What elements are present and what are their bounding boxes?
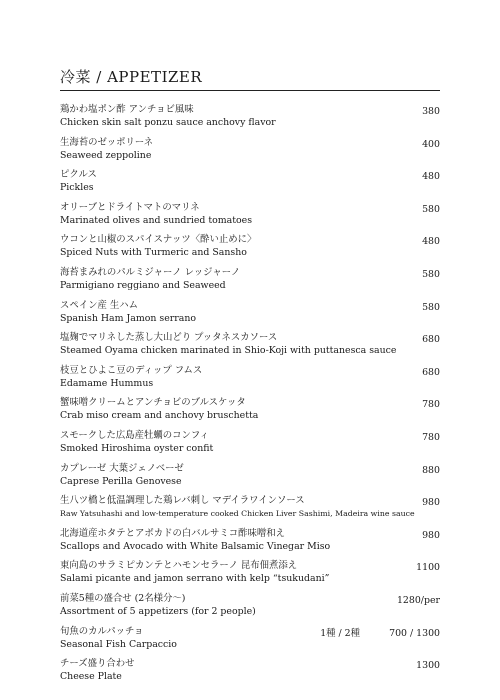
menu-item — [60, 103, 440, 136]
menu-item — [60, 625, 440, 658]
section-title: 冷菜 / APPETIZER — [60, 66, 440, 91]
menu-item-price: 680 — [422, 366, 440, 378]
menu-item-english-name: Seasonal Fish Carpaccio — [60, 638, 177, 650]
menu-item — [60, 494, 440, 527]
menu-item — [60, 559, 440, 592]
menu-item-price: 400 — [422, 138, 440, 150]
menu-item-japanese-name: 蟹味噌クリームとアンチョビのブルスケッタ — [60, 397, 246, 409]
menu-item-price: 580 — [422, 268, 440, 280]
menu-item-english-name: Edamame Hummus — [60, 377, 154, 389]
menu-item — [60, 136, 440, 169]
menu-item-english-name: Raw Yatsuhashi and low-temperature cooked Chicken Liver Sashimi, Madeira wine sauce — [60, 509, 415, 519]
menu-item-japanese-name: 鶏かわ塩ポン酢 アンチョビ風味 — [60, 104, 194, 115]
menu-item-price: 680 — [422, 334, 440, 346]
menu-item — [60, 233, 440, 266]
menu-item-english-name: Salami picante and jamon serrano with kelp “tsukudani” — [60, 573, 330, 585]
menu-item-japanese-name: 北海道産ホタテとアボカドの白バルサミコ酢味噌和え — [60, 527, 286, 539]
menu-item-japanese-name: 生海苔のゼッポリーネ — [60, 136, 154, 148]
menu-item-english-name: Cheese Plate — [60, 671, 122, 683]
menu-item-japanese-name: 海苔まみれのパルミジャーノ レッジャーノ — [60, 266, 241, 278]
menu-item-japanese-name: スペイン産 生ハム — [60, 299, 138, 311]
menu-item-japanese-name: チーズ盛り合わせ — [60, 658, 135, 670]
menu-item-japanese-name: オリーブとドライトマトのマリネ — [60, 201, 200, 213]
menu-item-english-name: Spiced Nuts with Turmeric and Sansho — [60, 247, 247, 259]
menu-item-price: 880 — [422, 464, 440, 476]
menu-item — [60, 201, 440, 234]
menu-item — [60, 396, 440, 429]
menu-item-english-name: Crab miso cream and anchovy bruschetta — [60, 410, 259, 422]
menu-item-price: 480 — [422, 171, 440, 183]
menu-item-price: 380 — [422, 106, 440, 117]
menu-item — [60, 266, 440, 299]
menu-item-english-name: Scallops and Avocado with White Balsamic Vinegar Miso — [60, 540, 331, 552]
menu-item-english-name: Parmigiano reggiano and Seaweed — [60, 279, 226, 291]
menu-item-english-name: Chicken skin salt ponzu sauce anchovy flavor — [60, 117, 276, 128]
menu-item-japanese-name: カプレーゼ 大葉ジェノベーゼ — [60, 462, 184, 474]
menu-item-japanese-name: 塩麹でマリネした蒸し大山どり プッタネスカソース — [60, 332, 278, 344]
menu-item-list — [60, 103, 440, 690]
menu-item-price: 1100 — [416, 562, 440, 574]
menu-item-price: 480 — [422, 236, 440, 248]
menu-item-price: 1280/per — [396, 594, 440, 606]
menu-item-english-name: Steamed Oyama chicken marinated in Shio-Koji with puttanesca sauce — [60, 345, 397, 357]
menu-item-price: 980 — [422, 529, 440, 541]
menu-item-japanese-name: スモークした広島産牡蠣のコンフィ — [60, 429, 209, 441]
menu-page — [60, 66, 440, 690]
menu-item — [60, 364, 440, 397]
menu-item-price: 580 — [422, 203, 440, 215]
menu-item-price: 980 — [422, 497, 440, 509]
menu-item — [60, 527, 440, 560]
menu-item-japanese-name: ピクルス — [60, 169, 97, 181]
menu-item-english-name: Smoked Hiroshima oyster confit — [60, 442, 214, 454]
menu-item-english-name: Spanish Ham Jamon serrano — [60, 312, 197, 324]
menu-item — [60, 657, 440, 690]
menu-item — [60, 299, 440, 332]
menu-item-price: 780 — [422, 431, 440, 443]
menu-item — [60, 429, 440, 462]
menu-item-english-name: Caprese Perilla Genovese — [60, 475, 182, 487]
menu-item-japanese-name: 生八ツ橋と低温調理した鶏レバ刺し マデイラワインソース — [60, 495, 305, 507]
menu-item-english-name: Marinated olives and sundried tomatoes — [60, 214, 253, 226]
menu-item-japanese-name: 前菜5種の盛合せ (2名様分～) — [60, 592, 186, 604]
menu-item-japanese-name: 枝豆とひよこ豆のディップ フムス — [60, 364, 203, 376]
menu-item-price: 1300 — [416, 660, 440, 672]
menu-item-english-name: Seaweed zeppoline — [60, 149, 152, 161]
menu-item-japanese-name: 東向島のサラミピカンテとハモンセラーノ 昆布佃煮添え — [60, 560, 298, 572]
menu-item-price: 700 / 1300 — [389, 627, 440, 639]
menu-item — [60, 462, 440, 495]
menu-item — [60, 331, 440, 364]
menu-item — [60, 168, 440, 201]
menu-item-japanese-name: 旬魚のカルパッチョ — [60, 625, 144, 637]
menu-item-price: 580 — [422, 301, 440, 313]
menu-item-japanese-name: ウコンと山椒のスパイスナッツ〈酔い止めに〉 — [60, 234, 257, 246]
menu-item-english-name: Assortment of 5 appetizers (for 2 people) — [60, 605, 256, 617]
menu-item-portion-options: 1種 / 2種 — [320, 627, 360, 639]
menu-item-english-name: Pickles — [60, 182, 94, 194]
menu-item-price: 780 — [422, 399, 440, 411]
menu-item — [60, 592, 440, 625]
